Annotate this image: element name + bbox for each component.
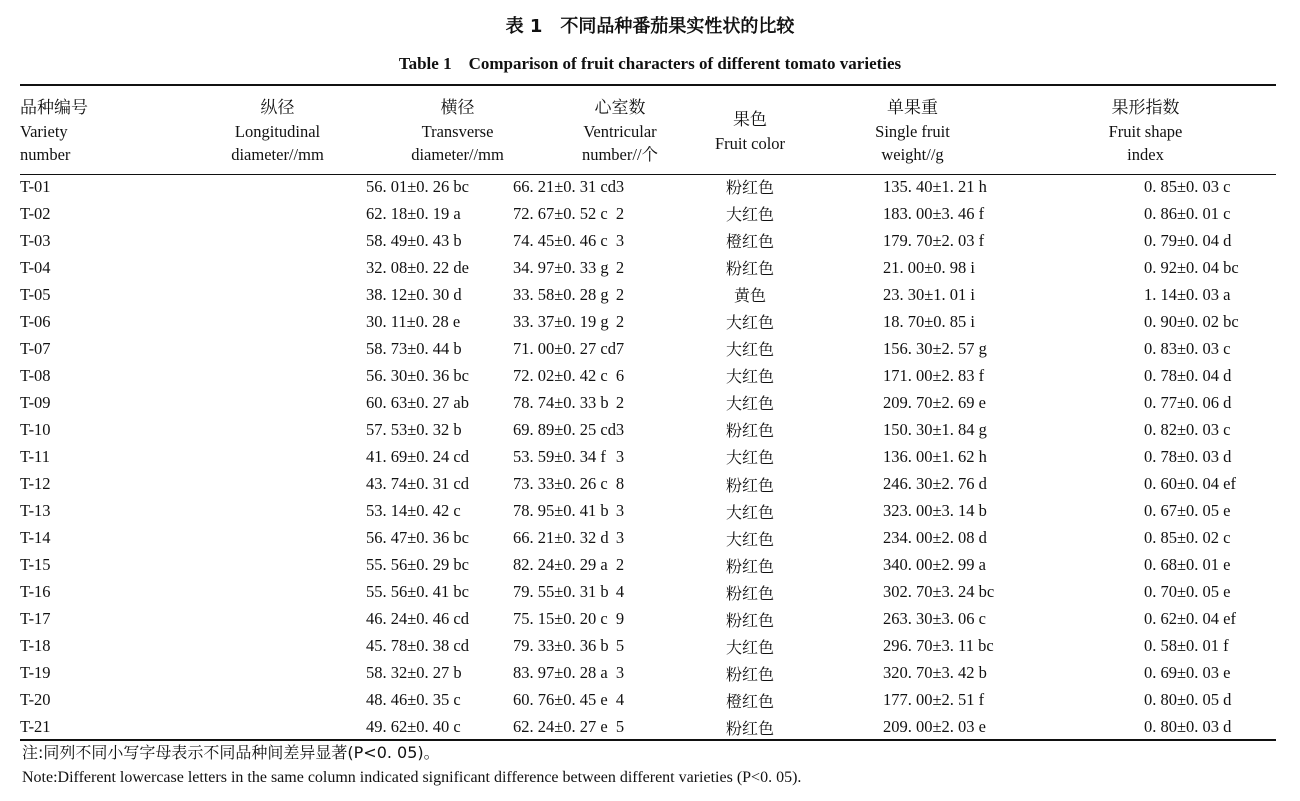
header-en2: index xyxy=(1127,145,1164,164)
table-title-en: Table 1 Comparison of fruit characters of different tomato varieties xyxy=(398,54,902,73)
ventricular-cell: 5 xyxy=(615,636,625,656)
longitudinal-cell: 55. 56±0. 29 bc xyxy=(366,555,470,575)
variety-cell: T-02 xyxy=(20,203,51,223)
transverse-cell: 72. 67±0. 52 c xyxy=(513,203,608,223)
table-row xyxy=(20,281,1276,308)
transverse-cell: 79. 33±0. 36 b xyxy=(513,636,609,656)
header-variety xyxy=(20,89,190,173)
fruit-color-cell: 粉红色 xyxy=(725,475,774,495)
ventricular-cell: 8 xyxy=(615,474,625,494)
variety-cell: T-03 xyxy=(20,230,51,250)
longitudinal-cell: 53. 14±0. 42 c xyxy=(366,501,461,521)
variety-cell: T-05 xyxy=(20,284,51,304)
longitudinal-cell: 38. 12±0. 30 d xyxy=(366,284,462,304)
fruit-color-cell: 大红色 xyxy=(725,313,774,333)
ventricular-cell: 2 xyxy=(615,311,625,331)
header-cn: 单果重 xyxy=(887,98,938,118)
single-weight-cell: 21. 00±0. 98 i xyxy=(883,257,976,277)
table-row xyxy=(20,308,1276,335)
fruit-color-cell: 大红色 xyxy=(725,529,774,549)
single-weight-cell: 171. 00±2. 83 f xyxy=(883,365,985,385)
transverse-cell: 72. 02±0. 42 c xyxy=(513,365,608,385)
variety-cell: T-20 xyxy=(20,690,51,710)
longitudinal-cell: 56. 01±0. 26 bc xyxy=(366,176,470,196)
variety-cell: T-08 xyxy=(20,365,51,385)
ventricular-cell: 3 xyxy=(615,419,625,439)
transverse-cell: 33. 58±0. 28 g xyxy=(513,284,609,304)
header-single-fruit-weight xyxy=(810,89,1015,173)
single-weight-cell: 234. 00±2. 08 d xyxy=(883,528,987,548)
longitudinal-cell: 49. 62±0. 40 c xyxy=(366,717,461,737)
transverse-cell: 82. 24±0. 29 a xyxy=(513,555,608,575)
fruit-color-cell: 大红色 xyxy=(725,205,774,225)
shape-index-cell: 0. 82±0. 03 c xyxy=(1144,419,1231,439)
fruit-color-cell: 大红色 xyxy=(725,367,774,387)
longitudinal-cell: 46. 24±0. 46 cd xyxy=(366,609,470,629)
variety-cell: T-19 xyxy=(20,663,51,683)
shape-index-cell: 0. 78±0. 04 d xyxy=(1144,365,1232,385)
header-cn: 果色 xyxy=(733,109,767,130)
variety-cell: T-01 xyxy=(20,176,51,196)
longitudinal-cell: 56. 47±0. 36 bc xyxy=(366,528,470,548)
transverse-cell: 62. 24±0. 27 e xyxy=(513,717,608,737)
transverse-cell: 73. 33±0. 26 c xyxy=(513,474,608,494)
table-notes xyxy=(22,740,801,790)
header-en1: Fruit shape xyxy=(1108,122,1183,141)
fruit-color-cell: 粉红色 xyxy=(725,664,774,684)
header-ventricular xyxy=(550,89,690,173)
table-row xyxy=(20,714,1276,741)
ventricular-cell: 3 xyxy=(615,176,625,196)
single-weight-cell: 246. 30±2. 76 d xyxy=(883,474,987,494)
note-cn: 注:同列不同小写字母表示不同品种间差异显著(P<0. 05)。 xyxy=(22,743,440,762)
ventricular-cell: 2 xyxy=(615,257,625,277)
single-weight-cell: 23. 30±1. 01 i xyxy=(883,284,976,304)
fruit-color-cell: 粉红色 xyxy=(725,259,774,279)
header-en2: weight//g xyxy=(881,145,944,164)
header-en2: number//个 xyxy=(581,145,659,164)
header-longitudinal xyxy=(190,89,365,173)
table-row xyxy=(20,200,1276,227)
longitudinal-cell: 58. 32±0. 27 b xyxy=(366,663,462,683)
transverse-cell: 60. 76±0. 45 e xyxy=(513,690,608,710)
single-weight-cell: 18. 70±0. 85 i xyxy=(883,311,976,331)
transverse-cell: 71. 00±0. 27 cd xyxy=(513,338,617,358)
ventricular-cell: 2 xyxy=(615,203,625,223)
single-weight-cell: 150. 30±1. 84 g xyxy=(883,419,987,439)
transverse-cell: 79. 55±0. 31 b xyxy=(513,582,609,602)
header-cn: 果形指数 xyxy=(1111,98,1180,118)
shape-index-cell: 0. 67±0. 05 e xyxy=(1144,501,1231,521)
transverse-cell: 69. 89±0. 25 cd xyxy=(513,419,617,439)
single-weight-cell: 136. 00±1. 62 h xyxy=(883,446,987,466)
transverse-cell: 53. 59±0. 34 f xyxy=(513,446,606,466)
fruit-color-cell: 大红色 xyxy=(725,502,774,522)
single-weight-cell: 323. 00±3. 14 b xyxy=(883,501,987,521)
fruit-color-cell: 粉红色 xyxy=(725,583,774,603)
transverse-cell: 74. 45±0. 46 c xyxy=(513,230,608,250)
variety-cell: T-09 xyxy=(20,392,51,412)
longitudinal-cell: 48. 46±0. 35 c xyxy=(366,690,461,710)
table-row xyxy=(20,633,1276,660)
header-en1: Longitudinal xyxy=(234,122,321,141)
table-row xyxy=(20,227,1276,254)
table-row xyxy=(20,498,1276,525)
shape-index-cell: 0. 60±0. 04 ef xyxy=(1144,474,1236,494)
header-en1: Variety xyxy=(20,122,68,141)
longitudinal-cell: 32. 08±0. 22 de xyxy=(366,257,470,277)
single-weight-cell: 183. 00±3. 46 f xyxy=(883,203,985,223)
longitudinal-cell: 58. 73±0. 44 b xyxy=(366,338,462,358)
variety-cell: T-07 xyxy=(20,338,51,358)
ventricular-cell: 6 xyxy=(615,365,625,385)
header-fruit-shape-index xyxy=(1015,89,1276,173)
shape-index-cell: 0. 77±0. 06 d xyxy=(1144,392,1232,412)
shape-index-cell: 0. 58±0. 01 f xyxy=(1144,636,1229,656)
shape-index-cell: 0. 62±0. 04 ef xyxy=(1144,609,1236,629)
fruit-color-cell: 粉红色 xyxy=(725,178,774,198)
transverse-cell: 66. 21±0. 31 cd xyxy=(513,176,617,196)
table-row xyxy=(20,525,1276,552)
fruit-color-cell: 黄色 xyxy=(733,286,766,306)
shape-index-cell: 0. 69±0. 03 e xyxy=(1144,663,1231,683)
note-en: Note:Different lowercase letters in the same column indicated significant difference between different varieties (P<0. 05). xyxy=(22,769,802,786)
table-row xyxy=(20,362,1276,389)
table-row xyxy=(20,660,1276,687)
table-title-cn: 表 1 不同品种番茄果实性状的比较 xyxy=(505,16,795,37)
variety-cell: T-04 xyxy=(20,257,51,277)
ventricular-cell: 4 xyxy=(615,690,625,710)
transverse-cell: 34. 97±0. 33 g xyxy=(513,257,609,277)
longitudinal-cell: 41. 69±0. 24 cd xyxy=(366,446,470,466)
fruit-color-cell: 粉红色 xyxy=(725,556,774,576)
variety-cell: T-10 xyxy=(20,419,51,439)
header-cn: 横径 xyxy=(440,98,475,118)
table-row xyxy=(20,552,1276,579)
transverse-cell: 33. 37±0. 19 g xyxy=(513,311,609,331)
table-row xyxy=(20,173,1276,200)
fruit-color-cell: 大红色 xyxy=(725,394,774,414)
ventricular-cell: 3 xyxy=(615,528,625,548)
header-cn: 品种编号 xyxy=(20,98,88,118)
ventricular-cell: 3 xyxy=(615,230,625,250)
single-weight-cell: 156. 30±2. 57 g xyxy=(883,338,987,358)
header-en1: Transverse xyxy=(421,122,494,141)
single-weight-cell: 263. 30±3. 06 c xyxy=(883,609,987,629)
longitudinal-cell: 60. 63±0. 27 ab xyxy=(366,392,470,412)
variety-cell: T-16 xyxy=(20,582,51,602)
header-en2: diameter//mm xyxy=(231,145,324,164)
header-en1: Single fruit xyxy=(875,122,950,141)
transverse-cell: 66. 21±0. 32 d xyxy=(513,528,609,548)
shape-index-cell: 0. 80±0. 03 d xyxy=(1144,717,1232,737)
longitudinal-cell: 30. 11±0. 28 e xyxy=(366,311,461,331)
shape-index-cell: 0. 70±0. 05 e xyxy=(1144,582,1231,602)
ventricular-cell: 3 xyxy=(615,446,625,466)
variety-cell: T-14 xyxy=(20,528,51,548)
header-en2: number xyxy=(20,145,71,164)
transverse-cell: 83. 97±0. 28 a xyxy=(513,663,608,683)
top-rule xyxy=(20,84,1276,86)
table-body xyxy=(20,173,1276,741)
single-weight-cell: 179. 70±2. 03 f xyxy=(883,230,985,250)
shape-index-cell: 0. 68±0. 01 e xyxy=(1144,555,1231,575)
ventricular-cell: 7 xyxy=(615,338,625,358)
table-row xyxy=(20,416,1276,443)
fruit-color-cell: 粉红色 xyxy=(725,421,774,441)
ventricular-cell: 3 xyxy=(615,501,625,521)
fruit-color-cell: 大红色 xyxy=(725,637,774,657)
variety-cell: T-11 xyxy=(20,446,50,466)
transverse-cell: 78. 95±0. 41 b xyxy=(513,501,609,521)
shape-index-cell: 0. 78±0. 03 d xyxy=(1144,446,1232,466)
longitudinal-cell: 45. 78±0. 38 cd xyxy=(366,636,470,656)
fruit-color-cell: 大红色 xyxy=(725,448,774,468)
table-row xyxy=(20,687,1276,714)
fruit-color-cell: 橙红色 xyxy=(725,232,774,252)
fruit-characters-table xyxy=(20,89,1276,741)
table-row xyxy=(20,254,1276,281)
header-en1: Fruit color xyxy=(714,133,786,153)
header-en1: Ventricular xyxy=(583,122,657,141)
ventricular-cell: 2 xyxy=(615,284,625,304)
ventricular-cell: 2 xyxy=(615,555,625,575)
transverse-cell: 78. 74±0. 33 b xyxy=(513,392,609,412)
fruit-color-cell: 大红色 xyxy=(725,340,774,360)
shape-index-cell: 0. 86±0. 01 c xyxy=(1144,203,1231,223)
variety-cell: T-06 xyxy=(20,311,51,331)
shape-index-cell: 0. 80±0. 05 d xyxy=(1144,690,1232,710)
longitudinal-cell: 56. 30±0. 36 bc xyxy=(366,365,470,385)
shape-index-cell: 0. 79±0. 04 d xyxy=(1144,230,1232,250)
longitudinal-cell: 62. 18±0. 19 a xyxy=(366,203,461,223)
fruit-color-cell: 粉红色 xyxy=(725,610,774,630)
header-cn: 纵径 xyxy=(260,98,295,118)
fruit-color-cell: 粉红色 xyxy=(725,718,774,738)
shape-index-cell: 0. 90±0. 02 bc xyxy=(1144,311,1239,331)
longitudinal-cell: 57. 53±0. 32 b xyxy=(366,419,462,439)
ventricular-cell: 5 xyxy=(615,717,625,737)
header-en2: diameter//mm xyxy=(411,145,504,164)
table-row xyxy=(20,389,1276,416)
single-weight-cell: 209. 00±2. 03 e xyxy=(883,717,987,737)
table-row xyxy=(20,606,1276,633)
shape-index-cell: 0. 83±0. 03 c xyxy=(1144,338,1231,358)
single-weight-cell: 302. 70±3. 24 bc xyxy=(883,582,995,602)
single-weight-cell: 177. 00±2. 51 f xyxy=(883,690,985,710)
table-row xyxy=(20,579,1276,606)
longitudinal-cell: 55. 56±0. 41 bc xyxy=(366,582,470,602)
single-weight-cell: 135. 40±1. 21 h xyxy=(883,176,987,196)
variety-cell: T-15 xyxy=(20,555,51,575)
ventricular-cell: 2 xyxy=(615,392,625,412)
fruit-color-cell: 橙红色 xyxy=(725,691,774,711)
table-row xyxy=(20,335,1276,362)
shape-index-cell: 1. 14±0. 03 a xyxy=(1144,284,1231,304)
ventricular-cell: 9 xyxy=(615,609,625,629)
ventricular-cell: 4 xyxy=(615,582,625,602)
single-weight-cell: 296. 70±3. 11 bc xyxy=(883,636,994,656)
header-row xyxy=(20,89,1276,173)
header-transverse xyxy=(365,89,550,173)
shape-index-cell: 0. 92±0. 04 bc xyxy=(1144,257,1239,277)
table-row xyxy=(20,471,1276,498)
longitudinal-cell: 43. 74±0. 31 cd xyxy=(366,474,470,494)
variety-cell: T-17 xyxy=(20,609,51,629)
single-weight-cell: 340. 00±2. 99 a xyxy=(883,555,987,575)
shape-index-cell: 0. 85±0. 02 c xyxy=(1144,528,1231,548)
header-cn: 心室数 xyxy=(594,98,646,118)
shape-index-cell: 0. 85±0. 03 c xyxy=(1144,176,1231,196)
variety-cell: T-12 xyxy=(20,474,51,494)
transverse-cell: 75. 15±0. 20 c xyxy=(513,609,608,629)
ventricular-cell: 3 xyxy=(615,663,625,683)
variety-cell: T-18 xyxy=(20,636,51,656)
single-weight-cell: 209. 70±2. 69 e xyxy=(883,392,987,412)
longitudinal-cell: 58. 49±0. 43 b xyxy=(366,230,462,250)
variety-cell: T-21 xyxy=(20,717,51,737)
header-fruit-color xyxy=(690,89,810,173)
variety-cell: T-13 xyxy=(20,501,51,521)
single-weight-cell: 320. 70±3. 42 b xyxy=(883,663,987,683)
table-row xyxy=(20,443,1276,470)
